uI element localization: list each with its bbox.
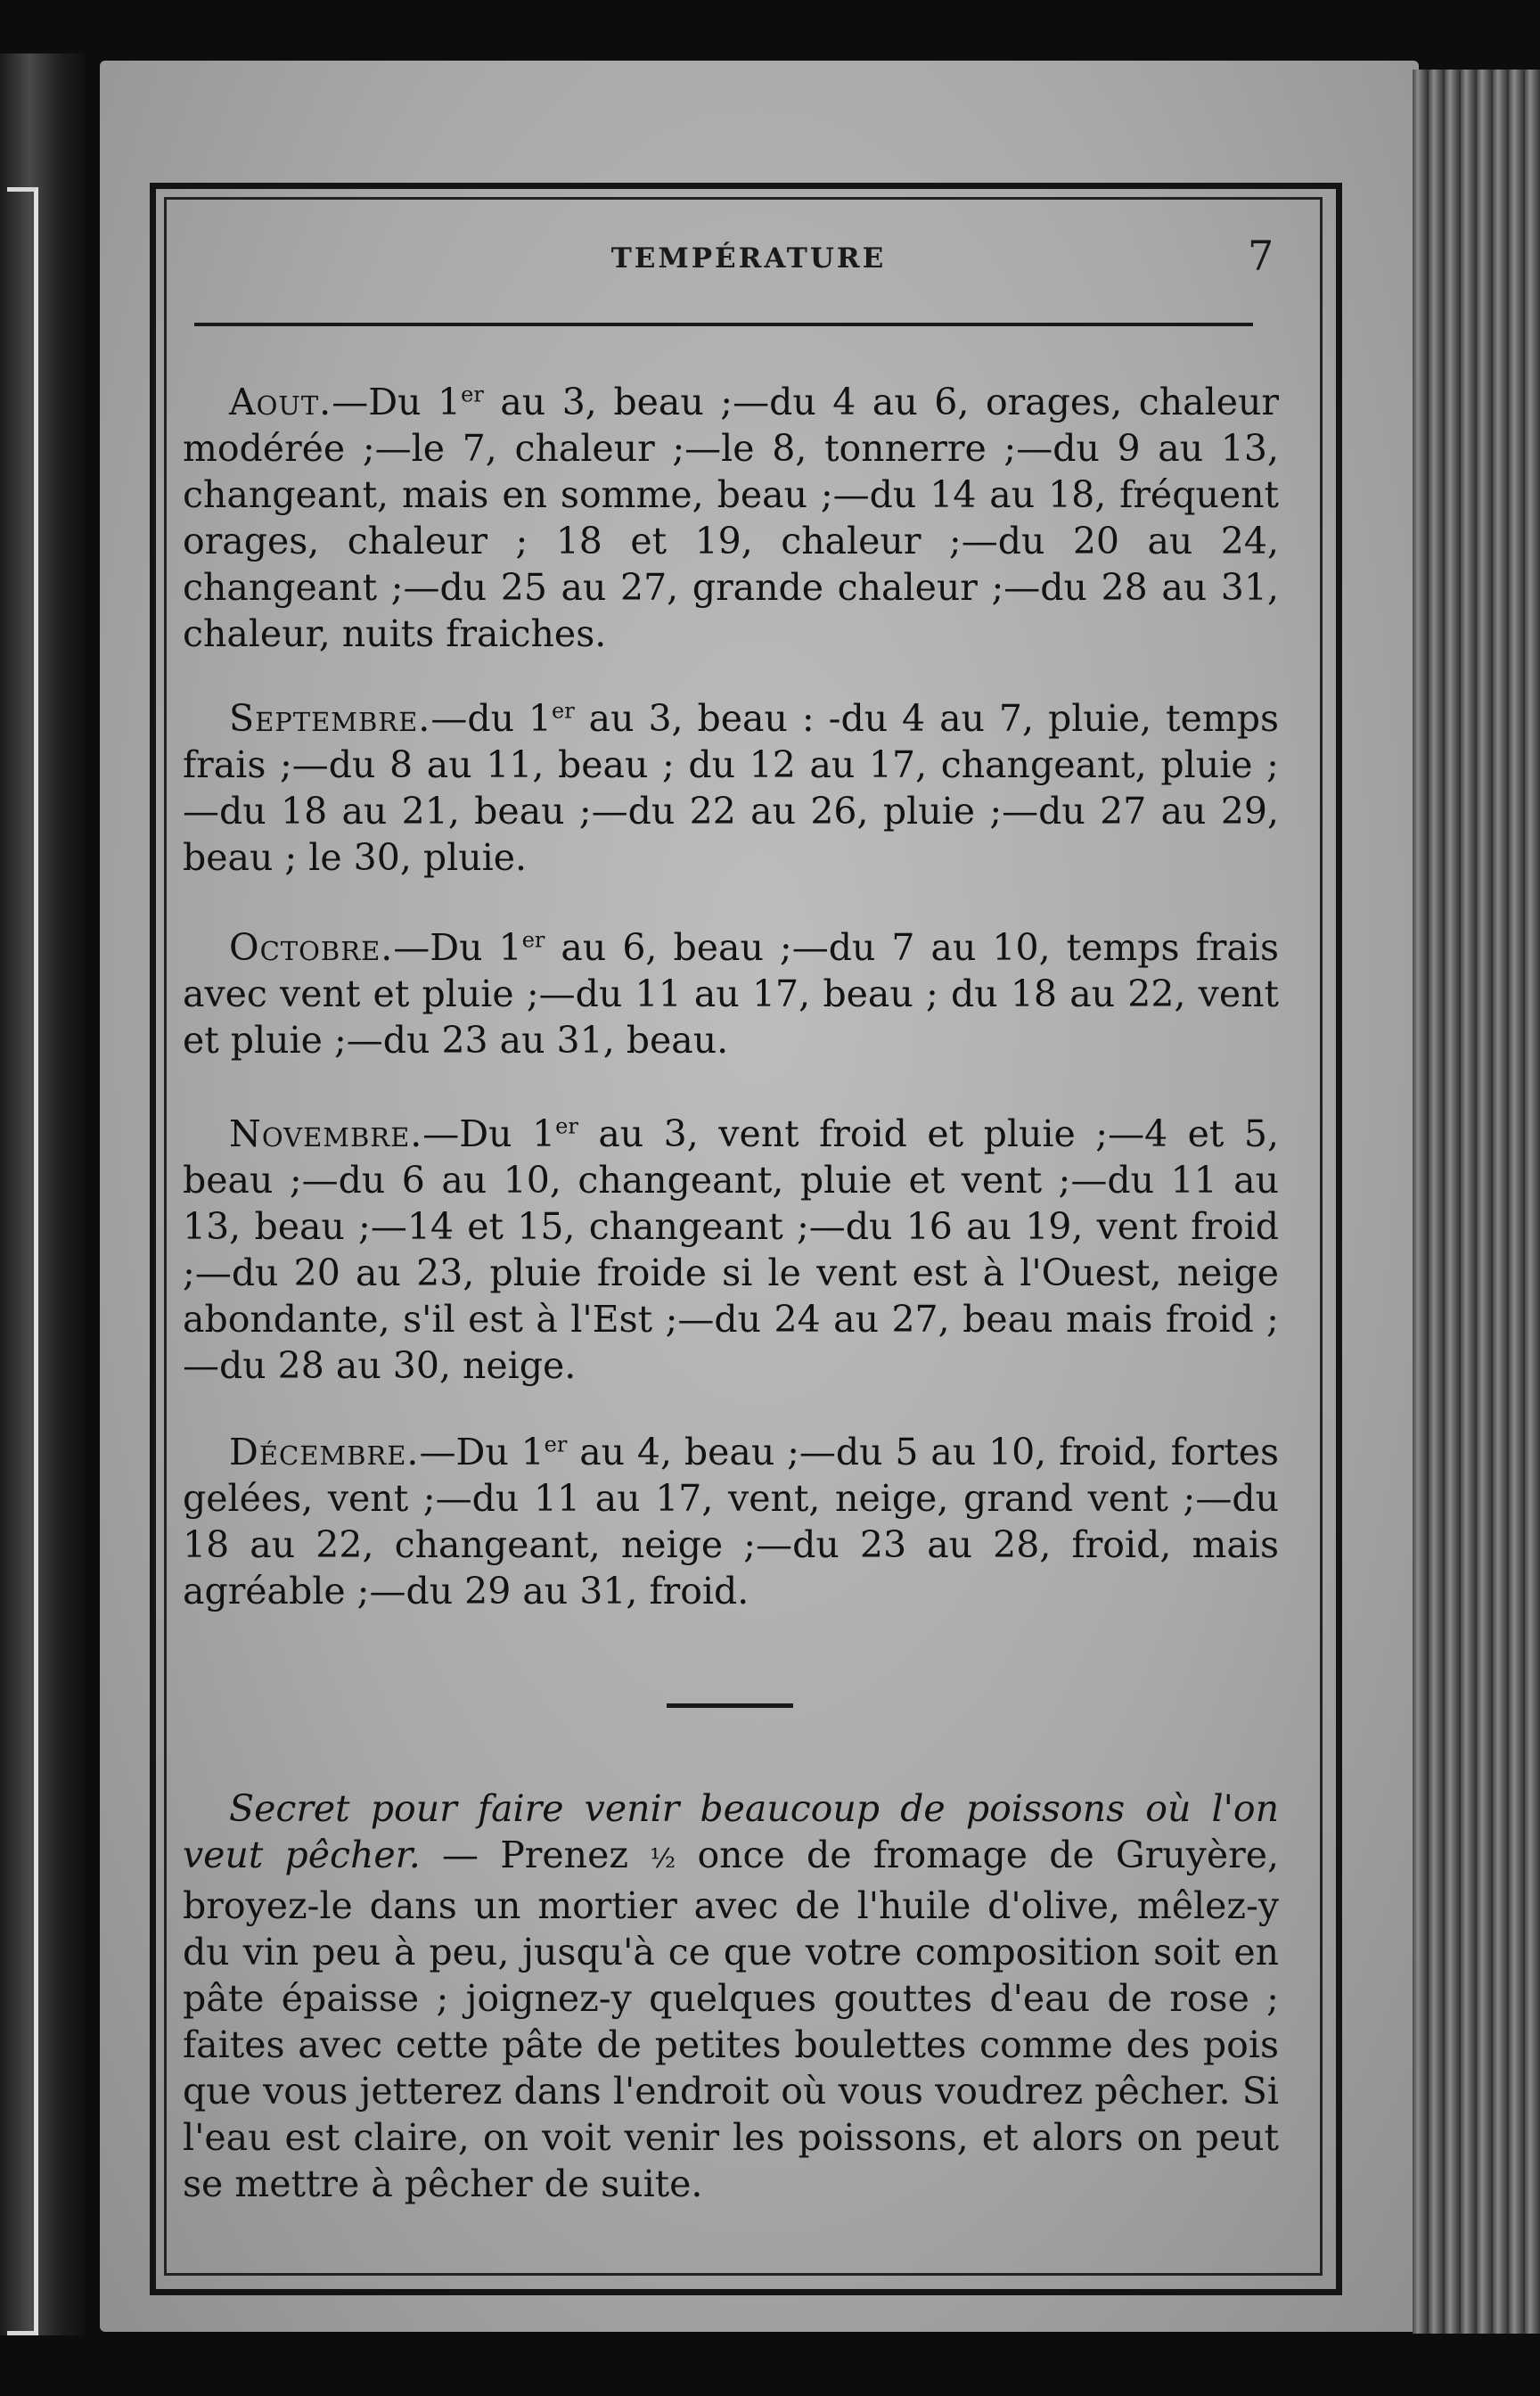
running-header: TEMPÉRATURE [610, 242, 887, 275]
month-label: Octobre. [229, 926, 394, 969]
month-label: Décembre. [229, 1431, 420, 1473]
month-label: Septembre. [229, 697, 431, 740]
section-divider [667, 1703, 793, 1708]
fraction: ½ [650, 1843, 676, 1875]
paragraph-decembre: Décembre.—Du 1er au 4, beau ;—du 5 au 10, froid, fortes gelées, vent ;—du 11 au 17, vent, neige, grand vent ;—du 18 au 22, changeant, neige ;—du 23 au 28, froid, mais agréable ;—du 29 au 31, froid. [183, 1431, 1279, 1612]
page-edges [1413, 70, 1540, 2334]
paragraph-secret: Secret pour faire venir beaucoup de poissons où l'on veut pêcher. — Prenez ½ once de fromage de Gruyère, broyez-le dans un mortier avec de l'huile d'olive, mêlez-y du vin peu à peu, jusqu'à ce que votre composition soit en pâte épaisse ; joignez-y quelques gouttes d'eau de rose ; faites avec cette pâte de petites boulettes comme des pois que vous jetterez dans l'endroit où vous voudrez pêcher. Si l'eau est claire, on voit venir les poissons, et alors on peut se mettre à pêcher de suite. [183, 1787, 1279, 2205]
paragraph-aout: Aout.—Du 1er au 3, beau ;—du 4 au 6, orages, chaleur modérée ;—le 7, chaleur ;—le 8, tonnerre ;—du 9 au 13, changeant, mais en somme, beau ;—du 14 au 18, fréquent orages, chaleur ; 18 et 19, chaleur ;—du 20 au 24, changeant ;—du 25 au 27, grande chaleur ;—du 28 au 31, chaleur, nuits fraiches. [183, 381, 1279, 655]
paragraph-novembre: Novembre.—Du 1er au 3, vent froid et pluie ;—4 et 5, beau ;—du 6 au 10, changeant, pluie et vent ;—du 11 au 13, beau ;—14 et 15, changeant ;—du 16 au 19, vent froid ;—du 20 au 23, pluie froide si le vent est à l'Ouest, neige abondante, s'il est à l'Est ;—du 24 au 27, beau mais froid ;—du 28 au 30, neige. [183, 1112, 1279, 1387]
left-page-edge [0, 53, 86, 2335]
header-rule [194, 323, 1253, 326]
paragraph-septembre: Septembre.—du 1er au 3, beau : -du 4 au 7, pluie, temps frais ;—du 8 au 11, beau ; du 12 au 17, changeant, pluie ;—du 18 au 21, beau ;—du 22 au 26, pluie ;—du 27 au 29, beau ; le 30, pluie. [183, 697, 1279, 879]
page-number: 7 [1248, 232, 1274, 280]
month-label: Novembre. [229, 1112, 423, 1155]
paragraph-octobre: Octobre.—Du 1er au 6, beau ;—du 7 au 10, temps frais avec vent et pluie ;—du 11 au 17, beau ; du 18 au 22, vent et pluie ;—du 23 au 31, beau. [183, 926, 1280, 1062]
secret-title: Secret pour faire venir beaucoup de poissons où l'on veut pêcher. [183, 1787, 1279, 1876]
month-label: Aout. [229, 381, 332, 423]
left-page-frame [7, 187, 38, 2335]
